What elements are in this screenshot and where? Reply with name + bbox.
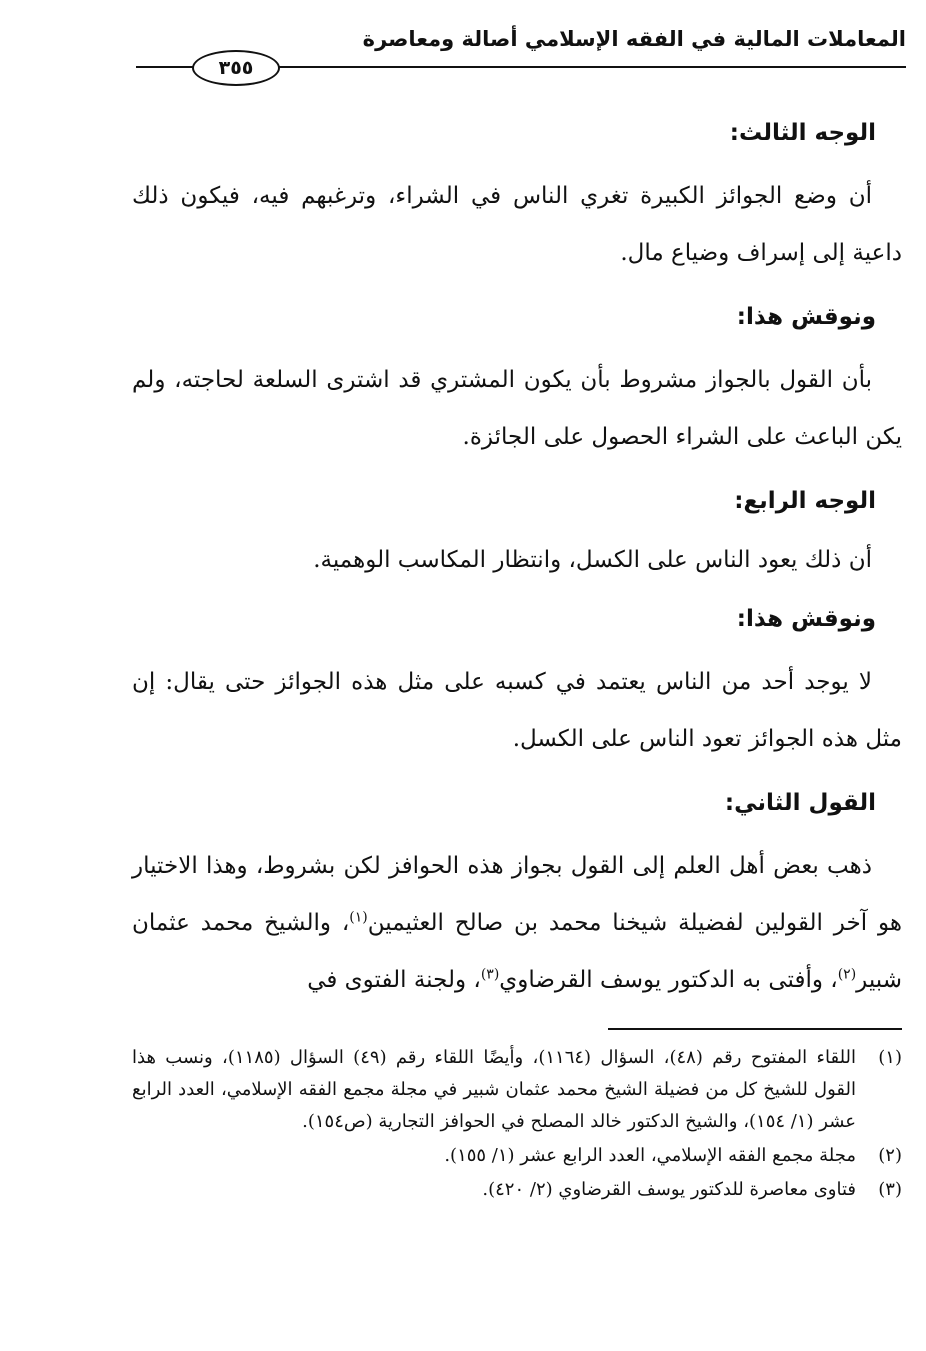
footnote <box>132 1174 902 1206</box>
footnote-text: اللقاء المفتوح رقم (٤٨)، السؤال (١١٦٤)، وأيضًا اللقاء رقم (٤٩) السؤال (١١٨٥)، ونسب هذا القول للشيخ كل من فضيلة الشيخ محمد عثمان شبير في مجلة مجمع الفقه الإسلامي، العدد الرابع عشر (١/ ١٥٤)، والشيخ الدكتور خالد المصلح في الحوافز التجارية (ص١٥٤). <box>132 1047 857 1132</box>
footnote-number: (١) <box>878 1047 902 1068</box>
footnote <box>132 1042 902 1138</box>
page-number: ٣٥٥ <box>192 50 280 86</box>
footnote-ref: (١) <box>349 909 368 926</box>
footnote-text: فتاوى معاصرة للدكتور يوسف القرضاوي (٢/ ٤٢٠). <box>482 1179 856 1200</box>
paragraph: أن ذلك يعود الناس على الكسل، وانتظار المكاسب الوهمية. <box>313 547 872 573</box>
section-heading: ونوقش هذا: <box>736 304 876 330</box>
paragraph-text: ، والشيخ محمد عثمان شبير <box>132 910 902 993</box>
footnote-rule <box>608 1028 902 1030</box>
footnote-number: (٣) <box>878 1179 902 1200</box>
paragraph: بأن القول بالجواز مشروط بأن يكون المشتري قد اشترى السلعة لحاجته، ولم يكن الباعث على الشراء الحصول على الجائزة. <box>132 367 902 450</box>
section-heading: القول الثاني: <box>724 790 876 816</box>
footnote-ref: (٣) <box>480 966 500 983</box>
section-heading: الوجه الرابع: <box>734 488 876 514</box>
footnote-number: (٢) <box>878 1145 902 1166</box>
paragraph: أن وضع الجوائز الكبيرة تغري الناس في الشراء، وترغبهم فيه، فيكون ذلك داعية إلى إسراف وضياع مال. <box>132 183 902 266</box>
footnote-text: مجلة مجمع الفقه الإسلامي، العدد الرابع عشر (١/ ١٥٥). <box>444 1145 856 1166</box>
footnotes <box>132 1042 902 1208</box>
footnote-ref: (٢) <box>837 966 857 983</box>
section-heading: ونوقش هذا: <box>736 606 876 632</box>
main-text <box>132 110 902 1021</box>
paragraph-text: ذهب بعض أهل العلم إلى القول بجواز هذه الحوافز لكن بشروط، وهذا الاختيار هو آخر القولين لفضيلة شيخنا محمد بن صالح العثيمين <box>132 853 902 936</box>
paragraph-text: ، وأفتى به الدكتور يوسف القرضاوي <box>499 967 838 993</box>
footnote <box>132 1140 902 1172</box>
paragraph: لا يوجد أحد من الناس يعتمد في كسبه على مثل هذه الجوائز حتى يقال: إن مثل هذه الجوائز تعود الناس على الكسل. <box>132 669 902 752</box>
paragraph-text: ، ولجنة الفتوى في <box>307 967 481 993</box>
running-header: المعاملات المالية في الفقه الإسلامي أصالة ومعاصرة <box>362 27 906 51</box>
section-heading: الوجه الثالث: <box>729 120 876 146</box>
paragraph <box>132 838 902 1009</box>
